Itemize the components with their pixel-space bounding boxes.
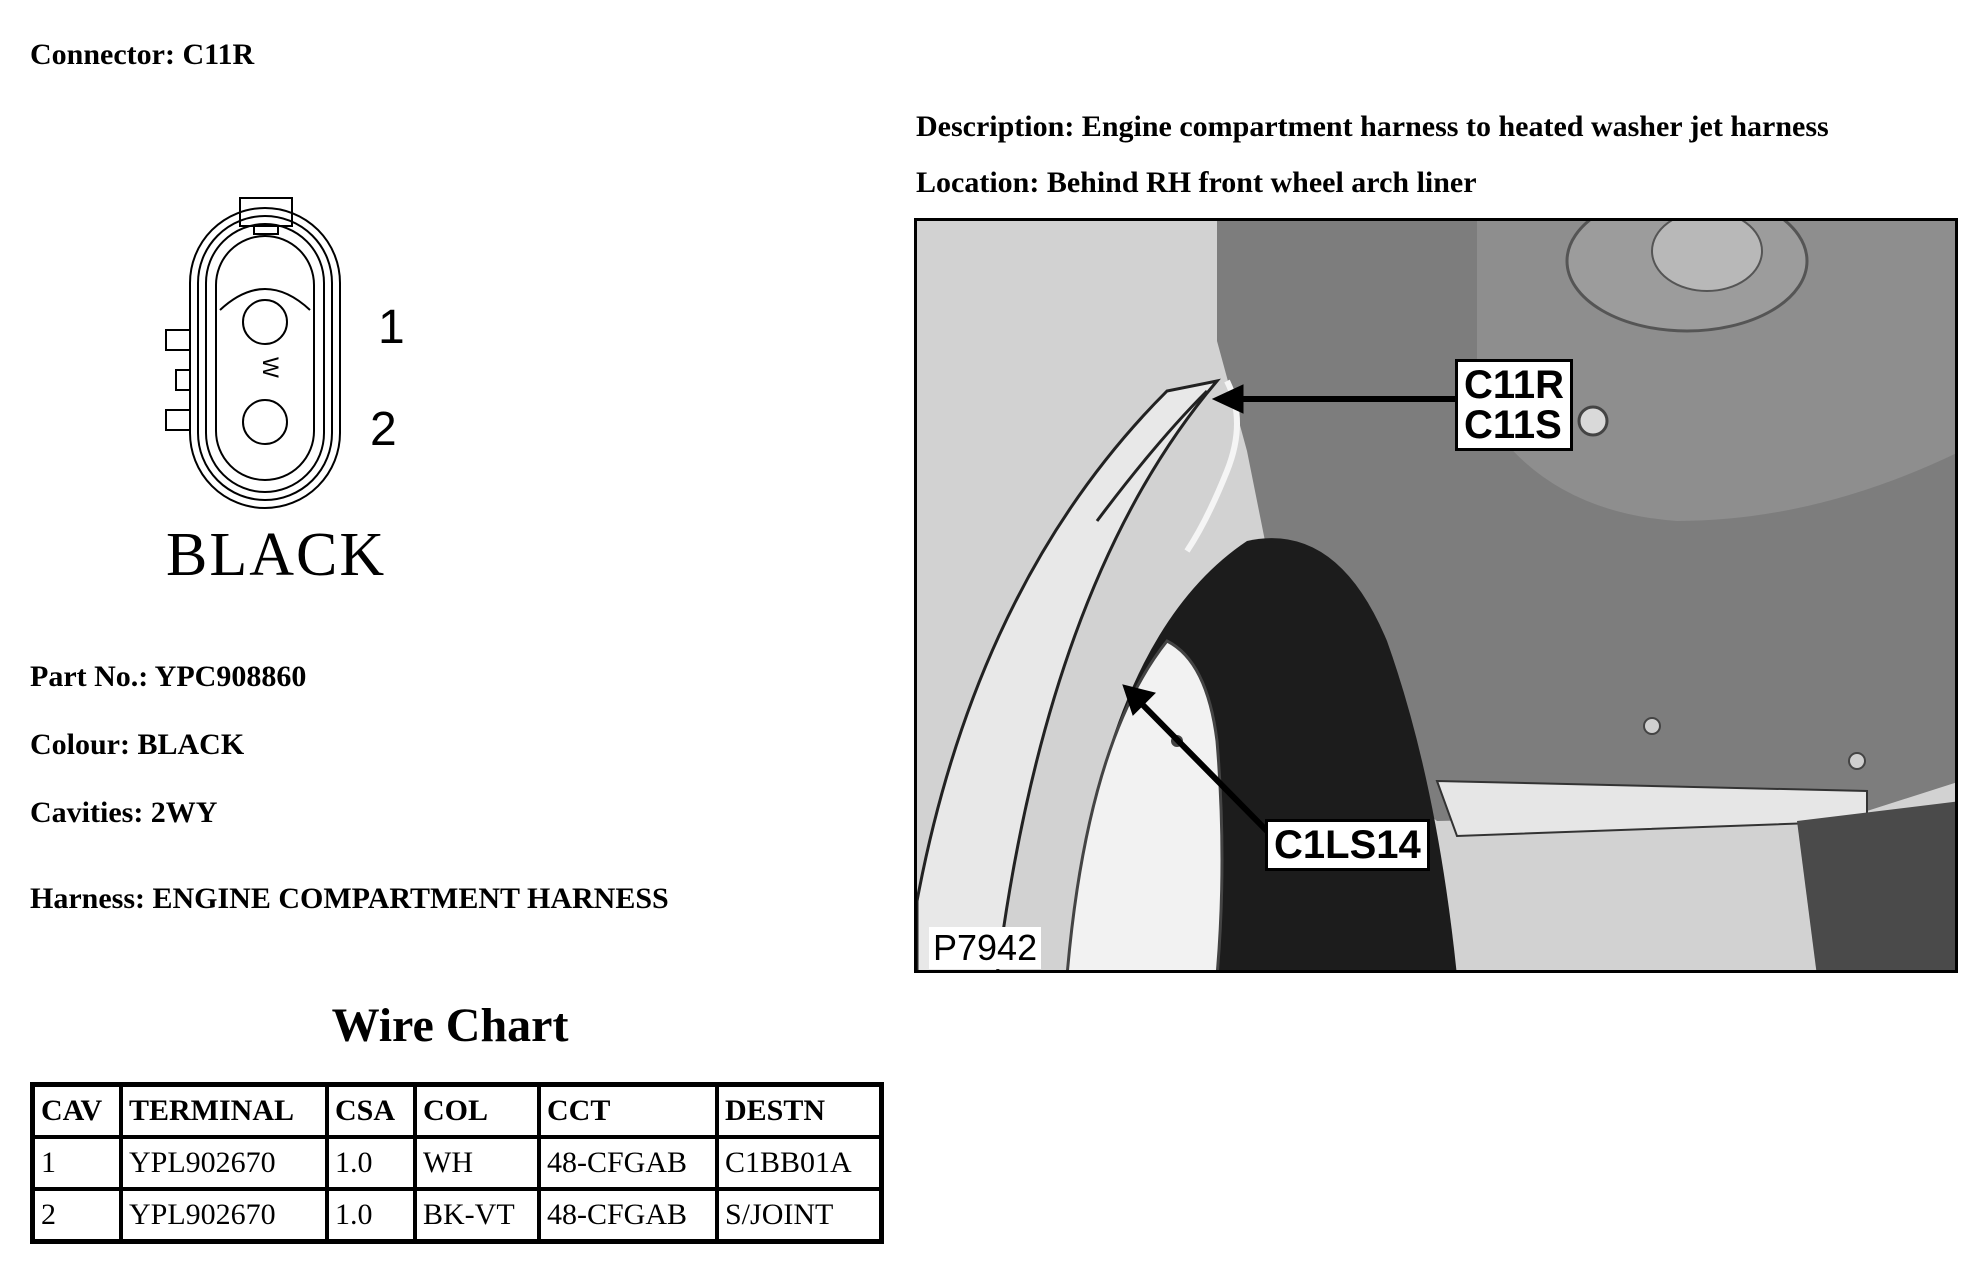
table-cell: 1.0	[327, 1137, 415, 1189]
table-cell: WH	[415, 1137, 539, 1189]
connector-location-photo	[914, 218, 1958, 973]
table-header-row	[33, 1085, 882, 1138]
table-cell: S/JOINT	[717, 1189, 882, 1242]
column-header: TERMINAL	[121, 1085, 327, 1138]
callout-c11r-c11s: C11R C11S	[1455, 359, 1573, 451]
photo-reference: P7942	[929, 927, 1041, 969]
table-cell: 48-CFGAB	[539, 1189, 717, 1242]
column-header: CAV	[33, 1085, 122, 1138]
connector-title: Connector: C11R	[30, 38, 255, 71]
column-header: DESTN	[717, 1085, 882, 1138]
table-row	[33, 1189, 882, 1242]
table-row	[33, 1137, 882, 1189]
connector-description: Description: Engine compartment harness to heated washer jet harness	[916, 110, 1829, 143]
column-header: CCT	[539, 1085, 717, 1138]
connector-harness: Harness: ENGINE COMPARTMENT HARNESS	[30, 882, 669, 915]
connector-cavities: Cavities: 2WY	[30, 796, 218, 829]
table-cell: BK-VT	[415, 1189, 539, 1242]
pin-number-1: 1	[378, 301, 405, 354]
wire-chart-title: Wire Chart	[331, 999, 569, 1052]
connector-location: Location: Behind RH front wheel arch liner	[916, 166, 1477, 199]
table-cell: C1BB01A	[717, 1137, 882, 1189]
table-cell: YPL902670	[121, 1189, 327, 1242]
pin-number-2: 2	[370, 403, 397, 456]
table-cell: 1	[33, 1137, 122, 1189]
table-cell: 48-CFGAB	[539, 1137, 717, 1189]
callout-c1ls14: C1LS14	[1265, 819, 1430, 871]
table-cell: 2	[33, 1189, 122, 1242]
column-header: COL	[415, 1085, 539, 1138]
column-header: CSA	[327, 1085, 415, 1138]
connector-colour: Colour: BLACK	[30, 728, 245, 761]
wheel-arch-illustration	[917, 221, 1958, 973]
wire-chart-table	[30, 1082, 884, 1244]
part-number: Part No.: YPC908860	[30, 660, 307, 693]
connector-colour-label: BLACK	[166, 521, 387, 589]
table-cell: YPL902670	[121, 1137, 327, 1189]
table-cell: 1.0	[327, 1189, 415, 1242]
svg-text:W: W	[258, 357, 283, 378]
